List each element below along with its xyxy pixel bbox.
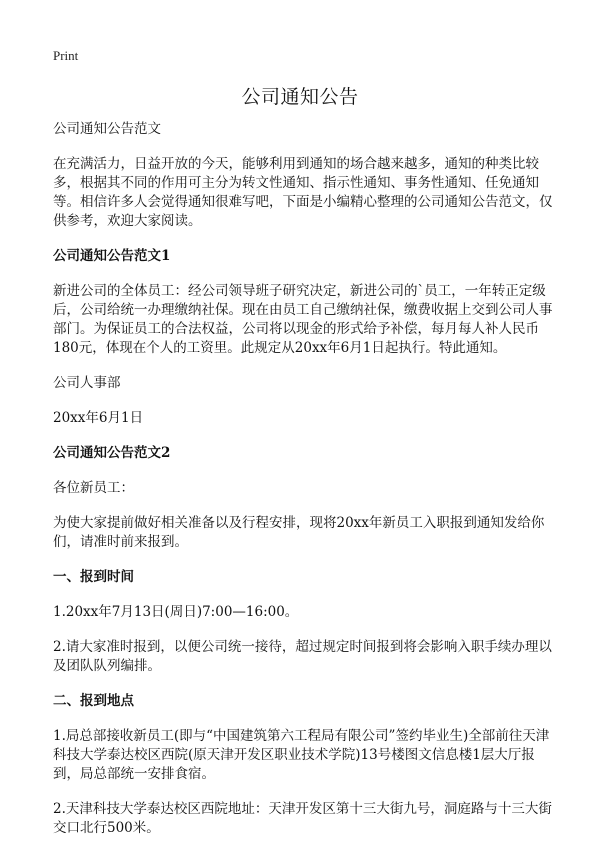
section1-heading: 公司通知公告范文1 bbox=[53, 248, 171, 264]
time-heading: 一、报到时间 bbox=[53, 569, 134, 585]
section1-date: 20xx年6月1日 bbox=[53, 410, 144, 426]
print-link[interactable]: Print bbox=[53, 48, 79, 63]
time-item-1: 1.20xx年7月13日(周日)7:00—16:00。 bbox=[53, 604, 299, 620]
section2-heading: 公司通知公告范文2 bbox=[53, 445, 171, 461]
place-item-2: 2.天津科技大学泰达校区西院地址：天津开发区第十三大街九号，洞庭路与十三大街交口北行500米。 bbox=[53, 801, 552, 836]
place-heading: 二、报到地点 bbox=[53, 693, 134, 709]
section1-body: 新进公司的全体员工：经公司领导班子研究决定，新进公司的`员工，一年转正定级后，公司给统一办理缴纳社保。现在由员工自己缴纳社保，缴费收据上交到公司人事部门。为保证员工的合法权益，公司将以现金的形式给予补偿，每月每人补人民币180元，体现在个人的工资里。此规定从20xx年6月1日起执行。特此通知。 bbox=[53, 283, 553, 356]
section2-greeting: 各位新员工： bbox=[53, 480, 134, 496]
time-item-2: 2.请大家准时报到，以便公司统一接待，超过规定时间报到将会影响入职手续办理以及团队队列编排。 bbox=[53, 639, 552, 674]
intro-paragraph: 在充满活力，日益开放的今天，能够利用到通知的场合越来越多，通知的种类比较多，根据其不同的作用可主分为转文性通知、指示性通知、事务性通知、任免通知等。相信许多人会觉得通知很难写吧，下面是小编精心整理的公司通知公告范文，仅供参考，欢迎大家阅读。 bbox=[53, 156, 553, 229]
section1-signature: 公司人事部 bbox=[53, 375, 121, 391]
page-title: 公司通知公告 bbox=[241, 86, 359, 108]
place-item-1: 1.局总部接收新员工(即与“中国建筑第六工程局有限公司”签约毕业生)全部前往天津科技大学泰达校区西院(原天津开发区职业技术学院)13号楼图文信息楼1层大厅报到，局总部统一安排食宿。 bbox=[53, 728, 550, 782]
section2-body: 为使大家提前做好相关准备以及行程安排，现将20xx年新员工入职报到通知发给你们，请准时前来报到。 bbox=[53, 515, 545, 550]
document-subtitle: 公司通知公告范文 bbox=[53, 121, 161, 137]
document-body bbox=[53, 120, 553, 854]
